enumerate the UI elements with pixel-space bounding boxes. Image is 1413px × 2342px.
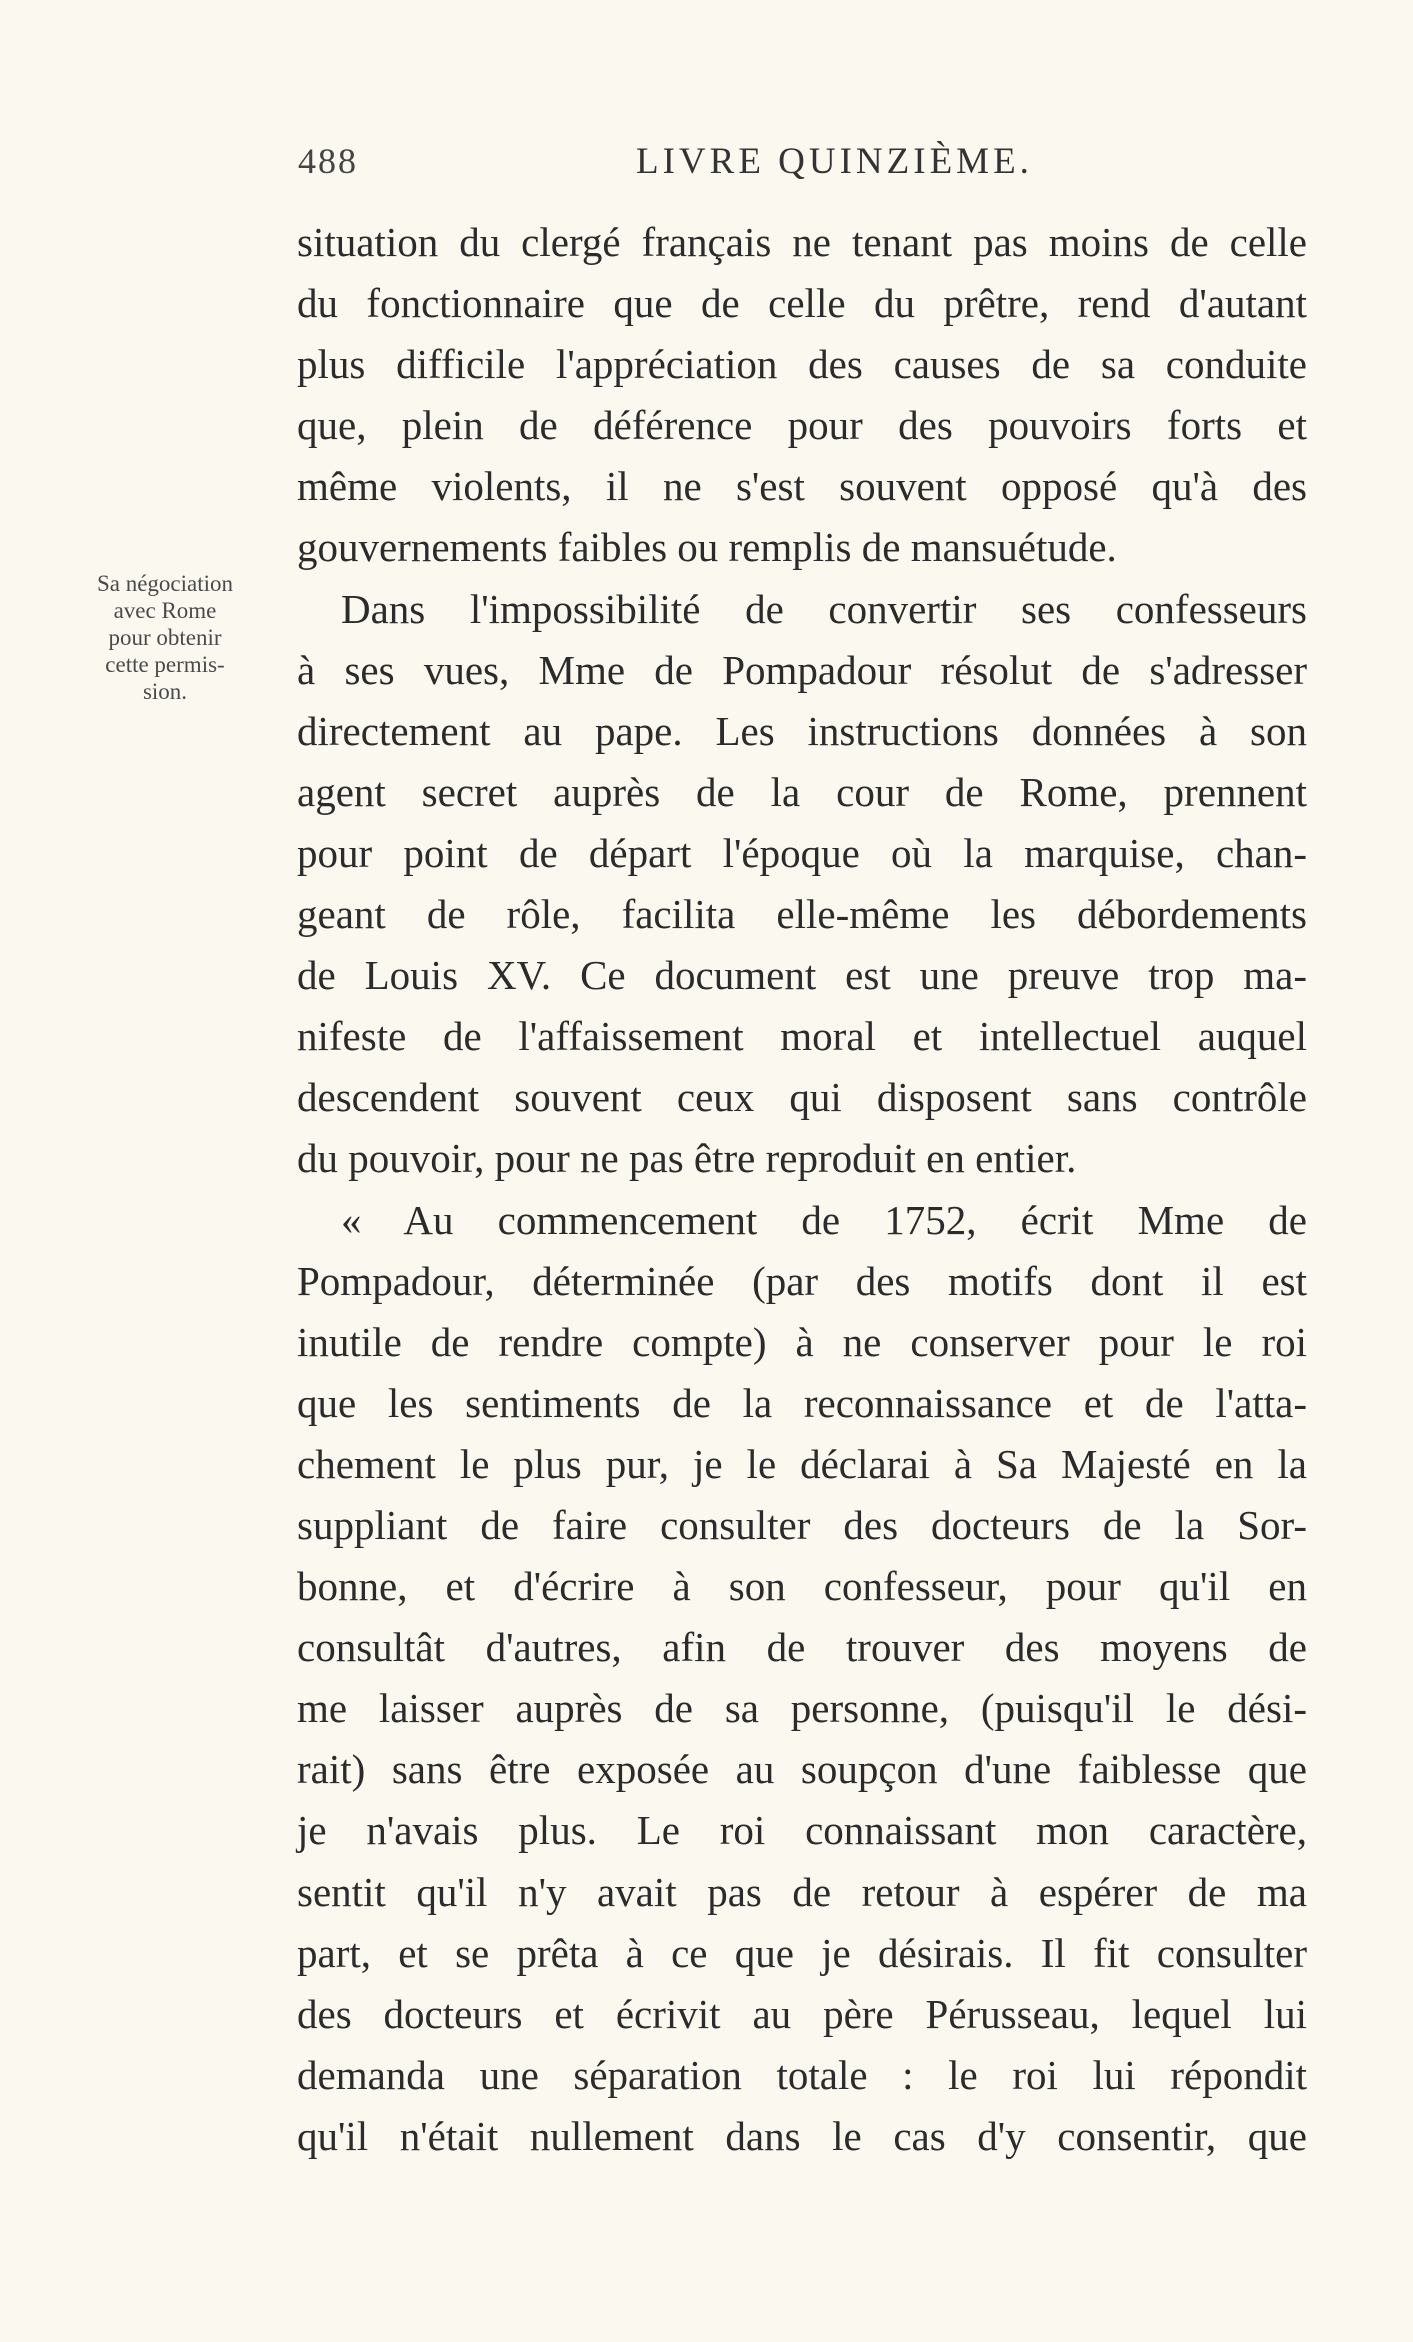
- text-line: rait) sans être exposée au soupçon d'une faiblesse que: [297, 1746, 1307, 1793]
- text-line: nifeste de l'affaissement moral et intellectuel auquel: [297, 1013, 1307, 1060]
- text-line: suppliant de faire consulter des docteurs de la Sor-: [297, 1501, 1307, 1548]
- text-line: que, plein de déférence pour des pouvoirs forts et: [297, 402, 1307, 449]
- text-line: situation du clergé français ne tenant pas moins de celle: [297, 219, 1307, 265]
- text-line: pour point de départ l'époque où la marquise, chan-: [297, 829, 1307, 876]
- text-line: sentit qu'il n'y avait pas de retour à espérer de ma: [297, 1868, 1307, 1915]
- text-line: qu'il n'était nullement dans le cas d'y consentir, que: [297, 2112, 1307, 2159]
- page-number: 488: [298, 141, 358, 181]
- text-line: gouvernements faibles ou remplis de mansuétude.: [297, 524, 1117, 571]
- margin-note: [60, 570, 270, 705]
- text-line: que les sentiments de la reconnaissance et de l'atta-: [297, 1379, 1307, 1426]
- text-line: « Au commencement de 1752, écrit Mme de: [341, 1196, 1307, 1243]
- text-line: agent secret auprès de la cour de Rome, prennent: [297, 768, 1307, 815]
- margin-note-line: Sa négociation: [96, 571, 234, 596]
- text-line: à ses vues, Mme de Pompadour résolut de s'adresser: [297, 646, 1307, 693]
- text-line: chement le plus pur, je le déclarai à Sa Majesté en la: [297, 1440, 1307, 1487]
- text-line: Pompadour, déterminée (par des motifs dont il est: [297, 1257, 1307, 1304]
- text-line: des docteurs et écrivit au père Pérusseau, lequel lui: [297, 1990, 1307, 2037]
- text-line: descendent souvent ceux qui disposent sans contrôle: [297, 1074, 1307, 1121]
- text-line: je n'avais plus. Le roi connaissant mon caractère,: [297, 1807, 1307, 1854]
- margin-note-line: avec Rome: [113, 598, 217, 623]
- text-line: du pouvoir, pour ne pas être reproduit en entier.: [297, 1135, 1077, 1182]
- text-line: part, et se prêta à ce que je désirais. Il fit consulter: [297, 1929, 1307, 1976]
- margin-note-line: sion.: [142, 679, 188, 704]
- page-header: [298, 140, 1308, 190]
- body-text: [297, 212, 1307, 2167]
- text-line: consultât d'autres, afin de trouver des moyens de: [297, 1624, 1307, 1671]
- text-line: inutile de rendre compte) à ne conserver pour le roi: [297, 1318, 1307, 1365]
- text-line: geant de rôle, facilita elle-même les débordements: [297, 891, 1307, 938]
- text-line: même violents, il ne s'est souvent opposé qu'à des: [297, 463, 1307, 510]
- text-line: directement au pape. Les instructions données à son: [297, 707, 1307, 754]
- text-line: de Louis XV. Ce document est une preuve trop ma-: [297, 952, 1307, 999]
- text-line: plus difficile l'appréciation des causes de sa conduite: [297, 341, 1307, 388]
- text-line: bonne, et d'écrire à son confesseur, pour qu'il en: [297, 1563, 1307, 1610]
- text-line: Dans l'impossibilité de convertir ses confesseurs: [341, 585, 1307, 632]
- text-line: me laisser auprès de sa personne, (puisqu'il le dési-: [297, 1685, 1307, 1732]
- margin-note-line: cette permis-: [105, 652, 225, 677]
- margin-note-line: pour obtenir: [108, 625, 222, 650]
- text-line: du fonctionnaire que de celle du prêtre, rend d'autant: [297, 280, 1307, 327]
- text-line: demanda une séparation totale : le roi lui répondit: [297, 2051, 1307, 2098]
- running-title: LIVRE QUINZIÈME.: [636, 141, 1033, 182]
